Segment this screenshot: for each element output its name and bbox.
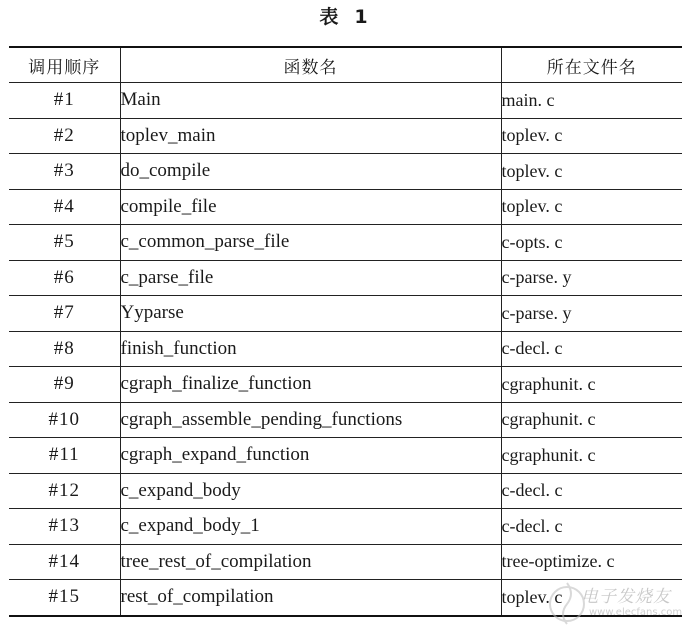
function-name-cell: do_compile bbox=[120, 154, 501, 190]
call-order-cell: #3 bbox=[9, 154, 120, 190]
call-order-cell: #13 bbox=[9, 509, 120, 545]
call-order-cell: #14 bbox=[9, 544, 120, 580]
function-name-cell: tree_rest_of_compilation bbox=[120, 544, 501, 580]
caption-label: 表 bbox=[319, 6, 341, 28]
table-row bbox=[9, 331, 682, 367]
function-name-cell: c_expand_body bbox=[120, 473, 501, 509]
function-name-cell: finish_function bbox=[120, 331, 501, 367]
table-row bbox=[9, 473, 682, 509]
call-order-cell: #1 bbox=[9, 83, 120, 119]
file-name-cell: toplev. c bbox=[501, 586, 563, 607]
table-row bbox=[9, 544, 682, 580]
watermark-url: www.elecfans.com bbox=[589, 607, 683, 618]
table-row bbox=[9, 509, 682, 545]
header-function-name: 函数名 bbox=[120, 47, 501, 83]
file-name-cell: cgraphunit. c bbox=[501, 367, 682, 403]
table-row bbox=[9, 225, 682, 261]
table-row bbox=[9, 296, 682, 332]
function-name-cell: Yyparse bbox=[120, 296, 501, 332]
file-name-cell: main. c bbox=[501, 83, 682, 119]
table-row bbox=[9, 402, 682, 438]
function-name-cell: c_expand_body_1 bbox=[120, 509, 501, 545]
call-order-cell: #12 bbox=[9, 473, 120, 509]
file-name-cell: tree-optimize. c bbox=[501, 544, 682, 580]
function-call-table bbox=[9, 46, 682, 617]
file-name-cell: toplev. c bbox=[501, 189, 682, 225]
table-row bbox=[9, 154, 682, 190]
table-header-row bbox=[9, 47, 682, 83]
file-name-cell: toplev. c bbox=[501, 154, 682, 190]
call-order-cell: #10 bbox=[9, 402, 120, 438]
watermark-text: 电子发烧友 bbox=[581, 587, 671, 607]
call-order-cell: #11 bbox=[9, 438, 120, 474]
file-name-cell: c-parse. y bbox=[501, 296, 682, 332]
call-order-cell: #9 bbox=[9, 367, 120, 403]
file-name-cell: c-parse. y bbox=[501, 260, 682, 296]
function-name-cell: c_parse_file bbox=[120, 260, 501, 296]
table-row bbox=[9, 438, 682, 474]
file-name-cell: cgraphunit. c bbox=[501, 402, 682, 438]
function-name-cell: compile_file bbox=[120, 189, 501, 225]
function-name-cell: cgraph_finalize_function bbox=[120, 367, 501, 403]
call-order-cell: #6 bbox=[9, 260, 120, 296]
header-file-name: 所在文件名 bbox=[501, 47, 682, 83]
caption-number: 1 bbox=[354, 6, 370, 28]
file-name-cell: c-opts. c bbox=[501, 225, 682, 261]
call-order-cell: #7 bbox=[9, 296, 120, 332]
call-order-cell: #5 bbox=[9, 225, 120, 261]
call-order-cell: #8 bbox=[9, 331, 120, 367]
function-name-cell: Main bbox=[120, 83, 501, 119]
table-row bbox=[9, 189, 682, 225]
file-name-cell: cgraphunit. c bbox=[501, 438, 682, 474]
file-name-cell: c-decl. c bbox=[501, 473, 682, 509]
function-name-cell: c_common_parse_file bbox=[120, 225, 501, 261]
function-name-cell: rest_of_compilation bbox=[120, 580, 501, 616]
table-row bbox=[9, 260, 682, 296]
header-call-order: 调用顺序 bbox=[9, 47, 120, 83]
call-order-cell: #4 bbox=[9, 189, 120, 225]
function-name-cell: cgraph_assemble_pending_functions bbox=[120, 402, 501, 438]
call-order-cell: #2 bbox=[9, 118, 120, 154]
table-caption bbox=[0, 4, 689, 30]
function-name-cell: cgraph_expand_function bbox=[120, 438, 501, 474]
function-name-cell: toplev_main bbox=[120, 118, 501, 154]
table-row bbox=[9, 580, 682, 616]
table-row bbox=[9, 83, 682, 119]
call-order-cell: #15 bbox=[9, 580, 120, 616]
table-row bbox=[9, 118, 682, 154]
table-row bbox=[9, 367, 682, 403]
file-name-cell: toplev. c bbox=[501, 118, 682, 154]
file-name-cell: c-decl. c bbox=[501, 509, 682, 545]
file-name-cell: c-decl. c bbox=[501, 331, 682, 367]
